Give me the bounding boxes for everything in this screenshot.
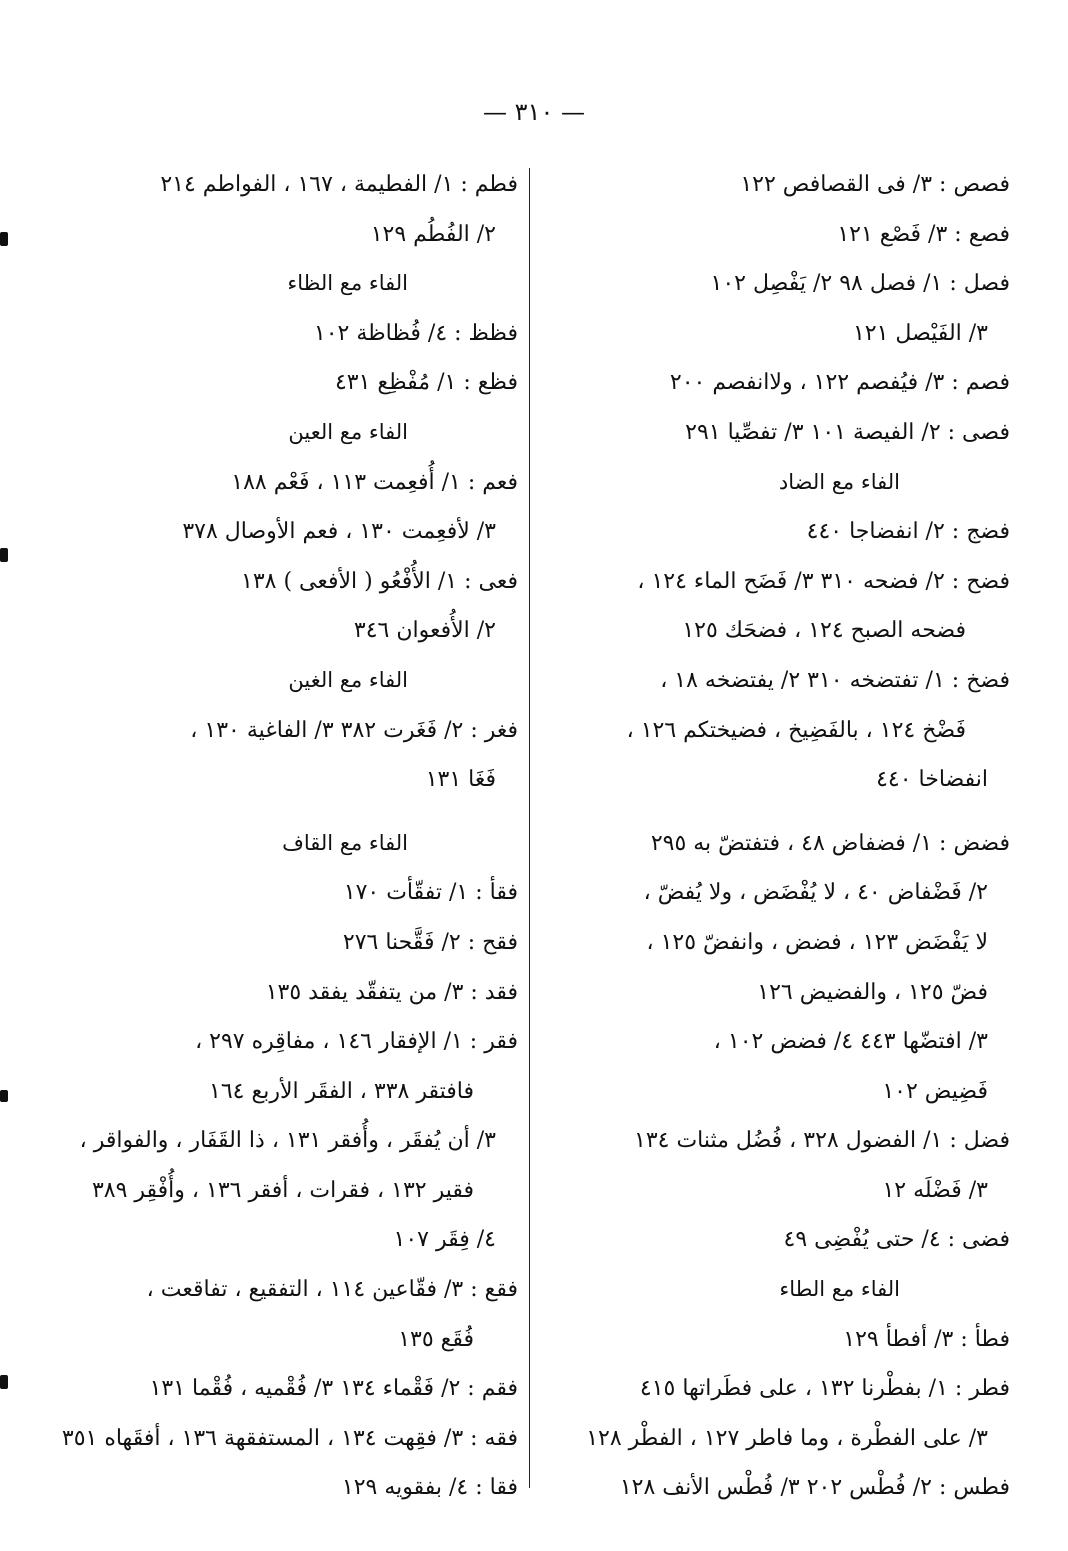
index-entry-line: فقير ١٣٢ ، فقرات ، أفقر ١٣٦ ، وأُفْقِر ٣٨٩	[91, 1177, 474, 1203]
index-entry-line: فافتقر ٣٣٨ ، الفقَر الأربع ١٦٤	[209, 1078, 474, 1104]
index-entry-line: فَضْخ ١٢٤ ، بالفَضِيخ ، فضيختكم ١٢٦ ،	[626, 717, 966, 743]
index-entry-line: فظظ : ٤/ فُظاظة ١٠٢	[313, 320, 518, 346]
spacer	[560, 805, 1010, 819]
index-entry-line: فقح : ٢/ فَقَّحنا ٢٧٦	[342, 929, 518, 955]
index-entry-line: فضل : ١/ الفضول ٣٢٨ ، فُضُل مثنات ١٣٤	[634, 1128, 1010, 1154]
index-entry-line: فضض : ١/ فضفاض ٤٨ ، فتفتضّ به ٢٩٥	[650, 830, 1010, 856]
index-entry-line: فَغَا ١٣١	[425, 767, 496, 793]
index-entry-line: ٣/ أن يُفقَر ، وأُفقر ١٣١ ، ذا القَفَار ، والفواقر ،	[79, 1128, 496, 1154]
index-entry-line: فظع : ١/ مُفْظِع ٤٣١	[334, 370, 518, 396]
scan-edge-mark	[0, 548, 8, 562]
scan-edge-mark	[0, 232, 8, 246]
index-entry-line: فصى : ٢/ الفيصة ١٠١ ٣/ تفصِّيا ٢٩١	[685, 419, 1010, 445]
index-entry-line: انفضاخا ٤٤٠	[876, 767, 988, 793]
index-entry-line: فضّ ١٢٥ ، والفضيض ١٢٦	[757, 979, 988, 1005]
index-entry-line: ٣/ فَضْلَه ١٢	[882, 1177, 988, 1203]
index-entry-line: فُقَع ١٣٥	[398, 1326, 474, 1352]
index-entry-line: لا يَفْضَض ١٢٣ ، فضض ، وانفضّ ١٢٥ ،	[646, 929, 988, 955]
index-entry-line: فغر : ٢/ فَغَرت ٣٨٢ ٣/ الفاغية ١٣٠ ،	[190, 717, 518, 743]
index-entry-line: فقد : ٣/ من يتفقّد يفقد ١٣٥	[265, 979, 518, 1005]
index-entry-line: فطم : ١/ الفطيمة ، ١٦٧ ، الفواطم ٢١٤	[160, 172, 518, 197]
section-heading: الفاء مع الضاد	[778, 469, 900, 494]
section-heading: الفاء مع الغين	[288, 667, 408, 692]
column-divider	[529, 168, 530, 1488]
index-entry-line: فقه : ٣/ فقِهت ١٣٤ ، المستفقهة ١٣٦ ، أفقَهاه ٣٥١	[61, 1425, 518, 1451]
index-entry-line: فصم : ٣/ فيُفصم ١٢٢ ، ولاانفصم ٢٠٠	[669, 370, 1010, 396]
index-entry-line: فقم : ٢/ فَقْماء ١٣٤ ٣/ فُقْميه ، فُقْما ١٣١	[149, 1376, 518, 1402]
index-entry-line: فقع : ٣/ فقّاعين ١١٤ ، التفقيع ، تفاقعت ،	[146, 1277, 518, 1303]
index-entry-line: فصع : ٣/ فَصْع ١٢١	[837, 221, 1010, 247]
index-entry-line: فطأ : ٣/ أفطأ ١٢٩	[843, 1326, 1010, 1352]
index-entry-line: ٣/ على الفطْرة ، وما فاطر ١٢٧ ، الفطْر ١٢٨	[586, 1425, 988, 1451]
scan-edge-mark	[0, 1375, 8, 1389]
index-entry-line: فضحه الصبح ١٢٤ ، فضحَك ١٢٥	[682, 618, 966, 644]
index-entry-line: ٢/ الفُطُم ١٢٩	[370, 221, 496, 247]
index-entry-line: ٣/ الفَيْصل ١٢١	[852, 320, 988, 346]
section-heading: الفاء مع الظاء	[287, 271, 408, 296]
index-entry-line: ٢/ فَضْفاض ٤٠ ، لا يُفْضَض ، ولا يُفضّ ،	[643, 880, 988, 906]
index-entry-line: ٤/ فِقَر ١٠٧	[393, 1227, 496, 1253]
index-entry-line: فضج : ٢/ انفضاجا ٤٤٠	[806, 519, 1010, 545]
index-entry-line: فصل : ١/ فصل ٩٨ ٢/ يَفْصِل ١٠٢	[710, 271, 1010, 297]
index-entry-line: ٣/ لأفعِمت ١٣٠ ، فعم الأوصال ٣٧٨	[182, 519, 496, 545]
section-heading: الفاء مع الطاء	[779, 1277, 900, 1302]
index-entry-line: فطر : ١/ بفطْرنا ١٣٢ ، على فطَراتها ٤١٥	[639, 1376, 1010, 1402]
index-entry-line: فَضِيض ١٠٢	[882, 1078, 988, 1104]
index-entry-line: فضخ : ١/ تفتضخه ٣١٠ ٢/ يفتضخه ١٨ ،	[660, 667, 1010, 693]
section-heading: الفاء مع القاف	[282, 830, 408, 855]
scan-edge-mark	[0, 1090, 8, 1102]
index-entry-line: فعم : ١/ أُفعِمت ١١٣ ، فَعْم ١٨٨	[231, 469, 518, 495]
index-entry-line: ٣/ افتضّها ٤٤٣ ٤/ فضض ١٠٢ ،	[713, 1029, 988, 1055]
index-entry-line: فقأ : ١/ تفقّأت ١٧٠	[343, 880, 518, 906]
index-entry-line: فضى : ٤/ حتى يُفْضِى ٤٩	[783, 1227, 1010, 1253]
index-entry-line: فقر : ١/ الإفقار ١٤٦ ، مفاقِره ٢٩٧ ،	[195, 1029, 518, 1055]
spacer	[68, 805, 518, 819]
index-entry-line: فصص : ٣/ فى القصافص ١٢٢	[740, 172, 1010, 197]
index-entry-line: فطس : ٢/ فُطْس ٢٠٢ ٣/ فُطْس الأنف ١٢٨	[619, 1475, 1010, 1501]
page-number: — ٣١٠ —	[483, 98, 585, 126]
right-column	[560, 160, 1010, 1513]
left-column	[61, 160, 518, 1513]
section-heading: الفاء مع العين	[288, 419, 408, 444]
index-entry-line: فعى : ١/ الأُفْعُو ( الأفعى ) ١٣٨	[241, 568, 518, 594]
index-entry-line: ٢/ الأُفعوان ٣٤٦	[353, 618, 496, 644]
index-entry-line: فقا : ٤/ بفقويه ١٢٩	[341, 1475, 518, 1501]
index-entry-line: فضح : ٢/ فضحه ٣١٠ ٣/ فَضَح الماء ١٢٤ ،	[637, 568, 1010, 594]
